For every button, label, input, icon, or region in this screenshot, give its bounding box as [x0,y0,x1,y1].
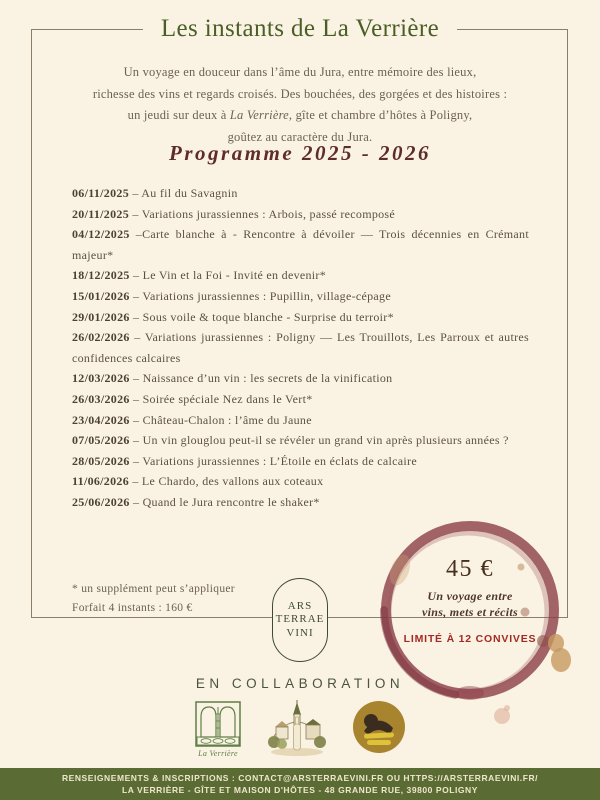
logo-line-terrae: TERRAE [275,613,325,626]
event-date: 23/04/2026 [72,412,130,427]
page-title [0,13,600,45]
event-description: – Sous voile & toque blanche - Surprise du terroir* [132,309,394,324]
event-description: – Variations jurassiennes : L’Étoile en éclats de calcaire [132,453,417,468]
event-date: 07/05/2026 [72,433,130,448]
partner-la-verriere-caption: La Verrière [198,749,238,758]
event-item [72,471,529,492]
poligny-village-icon [266,700,328,760]
intro-line-3 [30,105,570,127]
intro-paragraph [30,62,570,148]
event-item [72,430,529,451]
event-description: – Variations jurassiennes : Pupillin, village-cépage [132,288,391,303]
event-description: – Le Vin et la Foi - Invité en devenir* [132,268,327,283]
event-item [72,410,529,431]
event-date: 26/03/2026 [72,391,130,406]
intro-line-1: Un voyage en douceur dans l’âme du Jura, entre mémoire des lieux, [123,65,477,79]
price-amount: 45 € [446,556,494,582]
price-tagline [395,588,545,620]
event-item [72,451,529,472]
event-item [72,389,529,410]
event-date: 25/06/2026 [72,494,130,509]
footnotes [72,580,235,618]
event-date: 18/12/2025 [72,268,130,283]
intro-line-2: richesse des vins et regards croisés. Des bouchées, des gorgées et des histoires : [92,86,508,101]
event-description: – Château-Chalon : l’âme du Jaune [132,412,312,427]
footer-bar [0,768,600,800]
intro-line-3-pre: un jeudi sur deux à [127,108,230,122]
event-description: – Un vin glouglou peut-il se révéler un grand vin après plusieurs années ? [132,433,509,448]
event-description: – Soirée spéciale Nez dans le Vert* [132,391,313,406]
event-date: 20/11/2025 [72,206,130,221]
event-description: – Variations jurassiennes : Arbois, passé recomposé [132,206,396,221]
event-date: 28/05/2026 [72,453,130,468]
event-date: 11/06/2026 [72,474,130,489]
event-date: 15/01/2026 [72,288,130,303]
partner-logos-row [0,700,600,760]
event-date: 29/01/2026 [72,309,130,324]
event-description: – Naissance d’un vin : les secrets de la vinification [132,371,393,386]
event-description: –Carte blanche à - Rencontre à dévoiler — Trois décennies en Crémant majeur* [72,227,529,262]
event-date: 12/03/2026 [72,371,130,386]
partner-la-verriere [194,700,242,758]
event-description: – Au fil du Savagnin [132,186,238,200]
event-date: 26/02/2026 [72,330,130,345]
la-verriere-arches-icon [194,700,242,748]
logo-line-ars: ARS [287,599,313,612]
event-description: – Le Chardo, des vallons aux coteaux [132,474,324,489]
footnote-supplement: * un supplément peut s’appliquer [72,583,235,595]
price-limit-badge: LIMITÉ À 12 CONVIVES [403,633,537,645]
price-block [395,556,545,645]
event-date: 06/11/2025 [72,186,130,200]
price-tagline-line-2: vins, mets et récits [422,605,518,619]
event-date: 04/12/2025 [72,227,130,242]
intro-line-4: goûtez au caractère du Jura. [227,129,373,144]
partner-village-illustration [266,700,328,760]
event-description: – Variations jurassiennes : Poligny — Les Trouillots, Les Parroux et autres confidences calcaires [72,330,529,365]
event-item [72,204,529,225]
collaboration-heading: EN COLLABORATION [195,676,405,691]
event-item [72,224,529,265]
event-item [72,307,529,328]
logo-line-vini: VINI [286,626,314,639]
event-item [72,183,529,204]
footnote-forfait: Forfait 4 instants : 160 € [72,602,193,614]
footer-address-line: LA VERRIÈRE - GÎTE ET MAISON D'HÔTES - 48 GRANDE RUE, 39800 POLIGNY [122,785,478,795]
intro-line-3-post: , gîte et chambre d’hôtes à Poligny, [288,108,473,122]
event-list [72,183,529,513]
page-title-text: Les instants de La Verrière [143,13,457,45]
intro-line-3-italic: La Verrière [229,108,289,122]
partner-gold-badge [352,700,406,754]
ars-terrae-vini-logo [272,578,328,662]
event-item [72,286,529,307]
price-tagline-line-1: Un voyage entre [427,589,513,603]
dinosaur-badge-icon [352,700,406,754]
event-item [72,368,529,389]
event-item [72,265,529,286]
programme-heading: Programme 2025 - 2026 [169,141,431,165]
footer-contact-line: RENSEIGNEMENTS & INSCRIPTIONS : CONTACT@ARSTERRAEVINI.FR OU HTTPS://ARSTERRAEVINI.FR/ [61,773,539,783]
event-item [72,327,529,368]
event-description: – Quand le Jura rencontre le shaker* [132,494,320,509]
